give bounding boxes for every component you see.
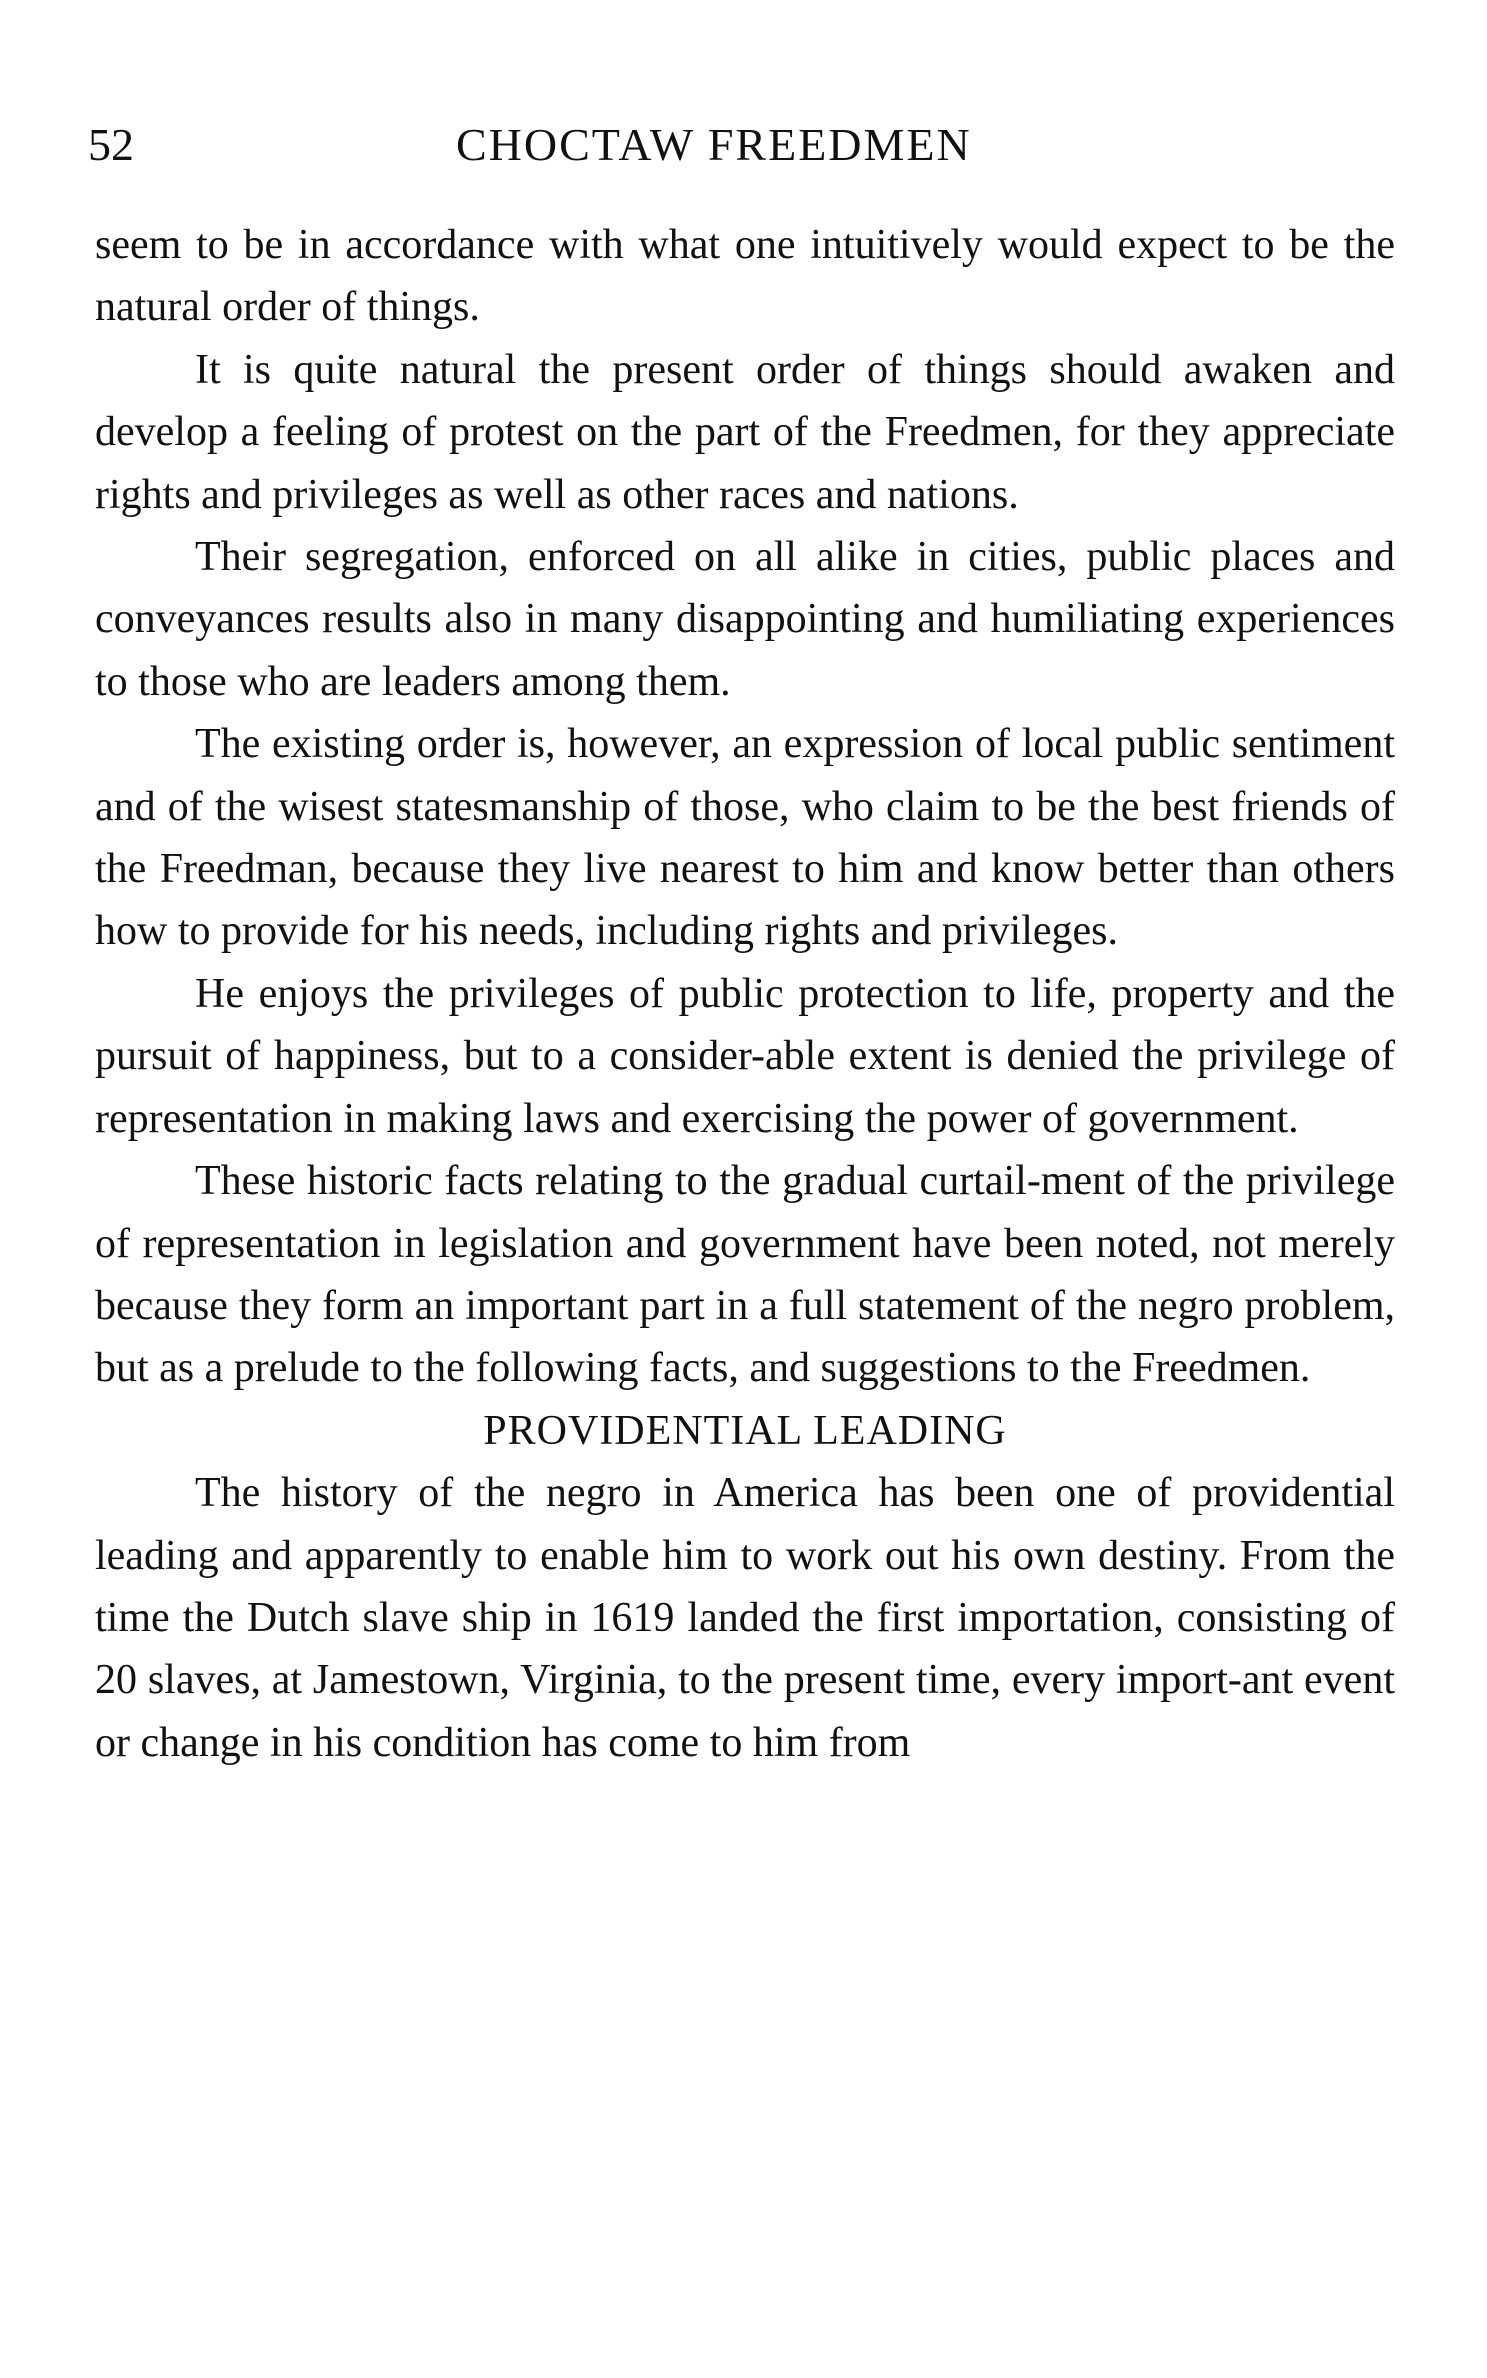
page-number: 52: [88, 119, 134, 170]
paragraph-6: These historic facts relating to the gradual curtail-ment of the privilege of representation in legislation and government have been noted, not merely because they form an important part in a full statement of the negro problem, but as a prelude to the following facts, and suggestions to the Freedmen.: [95, 1158, 1395, 1392]
paragraph-2: It is quite natural the present order of things should awaken and develop a feeling of protest on the part of the Freedmen, for they appreciate rights and privileges as well as other races and nations.: [95, 346, 1395, 518]
section-heading: PROVIDENTIAL LEADING: [483, 1407, 1007, 1454]
running-title: CHOCTAW FREEDMEN: [456, 119, 972, 170]
paragraph-3: Their segregation, enforced on all alike in cities, public places and conveyances results also in many disappointing and humiliating experiences to those who are leaders among them.: [95, 534, 1395, 705]
body-text: [95, 214, 1395, 1774]
paragraph-5: He enjoys the privileges of public protection to life, property and the pursuit of happiness, but to a consider-able extent is denied the privilege of representation in making laws and exercising the power of government.: [95, 970, 1395, 1142]
page-header: [88, 110, 1408, 180]
section-paragraph: The history of the negro in America has been one of providential leading and apparently to enable him to work out his own destiny. From the time the Dutch slave ship in 1619 landed the first importation, consisting of 20 slaves, at Jamestown, Virginia, to the present time, every import-ant event or change in his condition has come to him from: [95, 1470, 1395, 1766]
paragraph-4: The existing order is, however, an expression of local public sentiment and of the wisest statesmanship of those, who claim to be the best friends of the Freedman, because they live nearest to him and know better than others how to provide for his needs, including rights and privileges.: [95, 721, 1395, 955]
paragraph-1: seem to be in accordance with what one intuitively would expect to be the natural order of things.: [95, 222, 1395, 331]
